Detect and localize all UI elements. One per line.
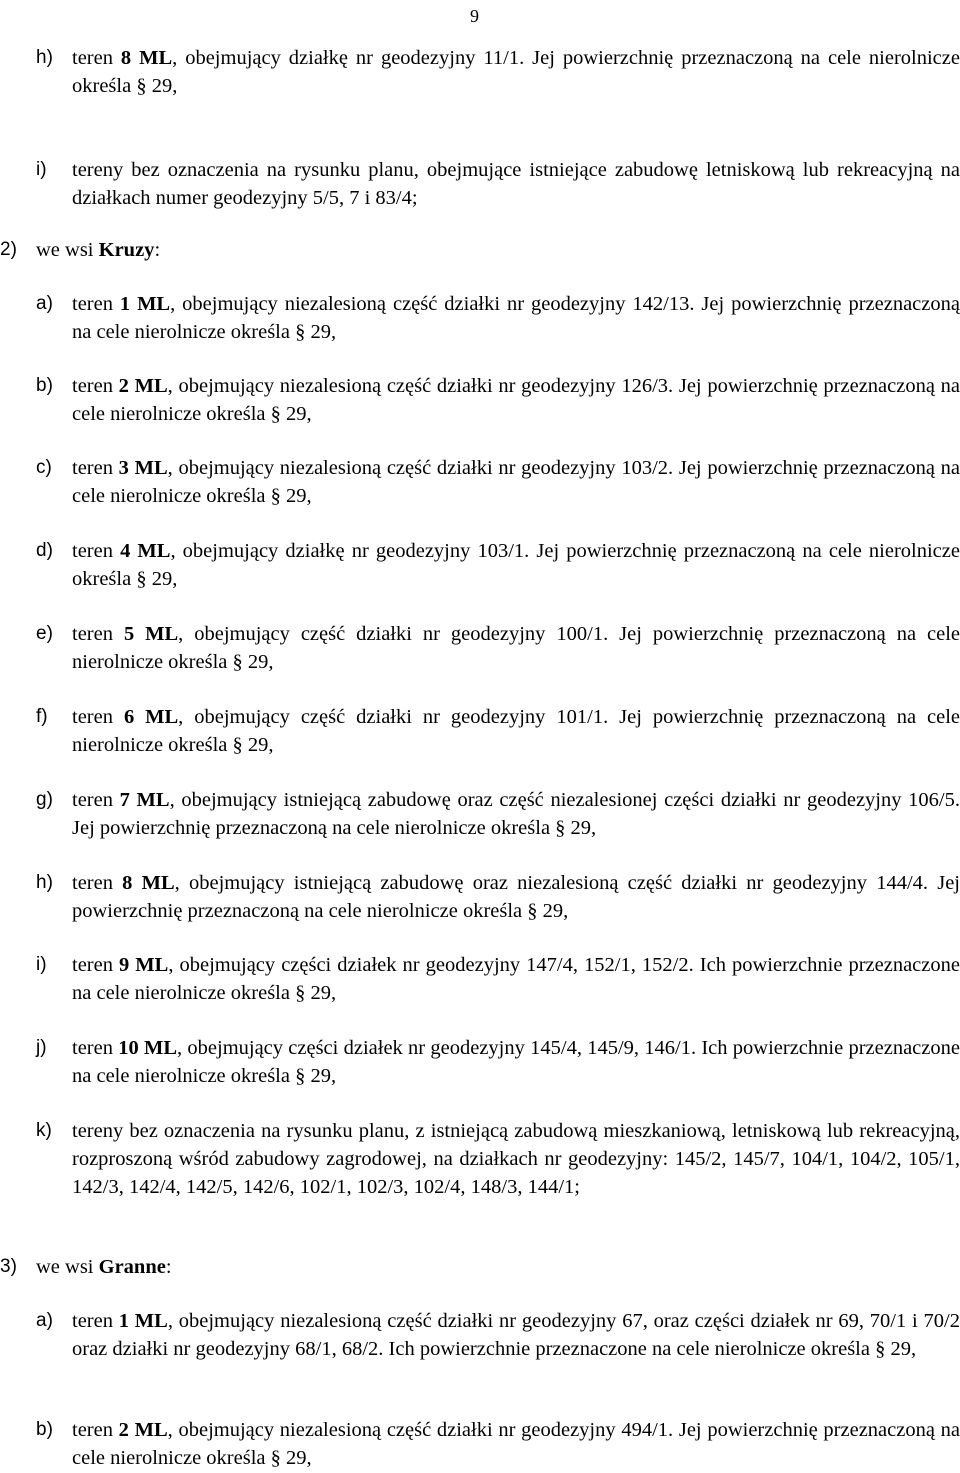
list-item-kruzy-e [36,620,960,676]
item-text-bold: 9 ML [119,954,169,976]
item-text-pre: teren [72,872,123,894]
list-item-kruzy-c [36,454,960,510]
list-item-kruzy-f [36,703,960,759]
list-marker: b) [36,375,53,396]
item-text-pre: teren [72,47,121,69]
list-marker: a) [36,1310,53,1331]
list-marker: e) [36,623,53,644]
item-text-pre: teren [72,457,119,479]
list-item-kruzy-b [36,372,960,428]
item-text-post: tereny bez oznaczenia na rysunku planu, z istniejącą zabudową mieszkaniową, letniskową lub rekreacyjną, rozproszoną wśród zabudowy zagrodowej, na działkach nr geodezyjny: 145/2, 145/7, 104/1, 104/2, 105/1, 142/3, 142/4, 142/5, 142/6, 102/1, 102/3, 102/4, 148/3, 144/1; [72,1120,960,1198]
section-text-post: : [154,239,161,261]
item-text-pre: teren [72,623,124,645]
list-marker: f) [36,706,48,727]
item-text-pre: teren [72,1310,119,1332]
item-text-post: , obejmujący niezalesioną część działki nr geodezyjny 494/1. Jej powierzchnię przeznaczoną na cele nierolnicze określa § 29, [72,1419,960,1469]
list-marker: j) [36,1037,47,1058]
list-item-kruzy-d [36,537,960,593]
item-text-pre: teren [72,706,124,728]
item-text-post: , obejmujący niezalesioną część działki nr geodezyjny 67, oraz części działek nr 69, 70/1 i 70/2 oraz działki nr geodezyjny 68/1, 68/2. Ich powierzchnie przeznaczone na cele nierolnicze określa § 29, [72,1310,960,1360]
item-text-post: , obejmujący części działek nr geodezyjny 145/4, 145/9, 146/1. Ich powierzchnie przeznaczone na cele nierolnicze określa § 29, [72,1037,960,1087]
list-item-kruzy-k [36,1117,960,1201]
item-text-pre: teren [72,293,120,315]
section-village-name: Granne [98,1256,166,1278]
list-marker: h) [36,872,53,893]
item-text-bold: 1 ML [118,1310,168,1332]
list-marker: h) [36,47,53,68]
item-text-post: , obejmujący działkę nr geodezyjny 11/1. Jej powierzchnię przeznaczoną na cele nierolnicze określa § 29, [72,47,960,97]
item-text-bold: 10 ML [118,1037,178,1059]
section-text-pre: we wsi [36,239,99,261]
list-marker: k) [36,1120,52,1141]
item-text-post: , obejmujący działkę nr geodezyjny 103/1. Jej powierzchnię przeznaczoną na cele nierolnicze określa § 29, [72,540,960,590]
section-text-post: : [165,1256,172,1278]
item-text-pre: teren [72,1419,119,1441]
item-text-post: , obejmujący niezalesioną część działki nr geodezyjny 126/3. Jej powierzchnię przeznaczoną na cele nierolnicze określa § 29, [72,375,960,425]
item-text-pre: teren [72,789,120,811]
list-item-i-top [36,156,960,212]
section-kruzy-heading [0,236,161,264]
section-marker: 2) [0,239,17,260]
item-text-bold: 7 ML [119,789,170,811]
item-text-post: , obejmujący części działek nr geodezyjny 147/4, 152/1, 152/2. Ich powierzchnie przeznaczone na cele nierolnicze określa § 29, [72,954,960,1004]
section-village-name: Kruzy [98,239,155,261]
item-text-post: , obejmujący istniejącą zabudowę oraz część niezalesionej części działki nr geodezyjny 106/5. Jej powierzchnię przeznaczoną na cele nierolnicze określa § 29, [72,789,960,839]
item-text-pre: teren [72,540,121,562]
list-item-kruzy-g [36,786,960,842]
item-text-post: , obejmujący część działki nr geodezyjny 101/1. Jej powierzchnię przeznaczoną na cele nierolnicze określa § 29, [72,706,960,756]
page-number: 9 [470,6,479,26]
list-marker: d) [36,540,53,561]
list-marker: g) [36,789,53,810]
item-text-bold: 8 ML [122,872,175,894]
item-text-pre: teren [72,375,119,397]
list-item-kruzy-i [36,951,960,1007]
list-marker: b) [36,1419,53,1440]
item-text-bold: 4 ML [120,540,171,562]
item-text-bold: 5 ML [123,623,179,645]
section-text-pre: we wsi [36,1256,99,1278]
item-text-post: , obejmujący istniejącą zabudowę oraz niezalesioną część działki nr geodezyjny 144/4. Jej powierzchnię przeznaczoną na cele nierolnicze określa § 29, [72,872,960,922]
item-text-post: , obejmujący część działki nr geodezyjny 100/1. Jej powierzchnię przeznaczoną na cele nierolnicze określa § 29, [72,623,960,673]
list-marker: i) [36,954,47,975]
section-granne-heading [0,1253,172,1281]
list-item-granne-a [36,1307,960,1363]
section-marker: 3) [0,1256,17,1277]
item-text-bold: 2 ML [118,1419,168,1441]
item-text-post: tereny bez oznaczenia na rysunku planu, obejmujące istniejące zabudowę letniskową lub rekreacyjną na działkach numer geodezyjny 5/5, 7 i 83/4; [72,159,960,209]
list-item-kruzy-h [36,869,960,925]
list-item-h-top [36,44,960,100]
item-text-bold: 1 ML [119,293,171,315]
item-text-post: , obejmujący niezalesioną część działki nr geodezyjny 142/13. Jej powierzchnię przeznaczoną na cele nierolnicze określa § 29, [72,293,960,343]
list-marker: c) [36,457,52,478]
list-marker: a) [36,293,53,314]
item-text-pre: teren [72,1037,119,1059]
item-text-bold: 2 ML [118,375,168,397]
item-text-bold: 6 ML [123,706,179,728]
list-item-kruzy-j [36,1034,960,1090]
list-item-kruzy-a [36,290,960,346]
list-item-granne-b [36,1416,960,1472]
item-text-pre: teren [72,954,120,976]
item-text-bold: 8 ML [120,47,173,69]
item-text-bold: 3 ML [118,457,168,479]
item-text-post: , obejmujący niezalesioną część działki nr geodezyjny 103/2. Jej powierzchnię przeznaczoną na cele nierolnicze określa § 29, [72,457,960,507]
list-marker: i) [36,159,47,180]
